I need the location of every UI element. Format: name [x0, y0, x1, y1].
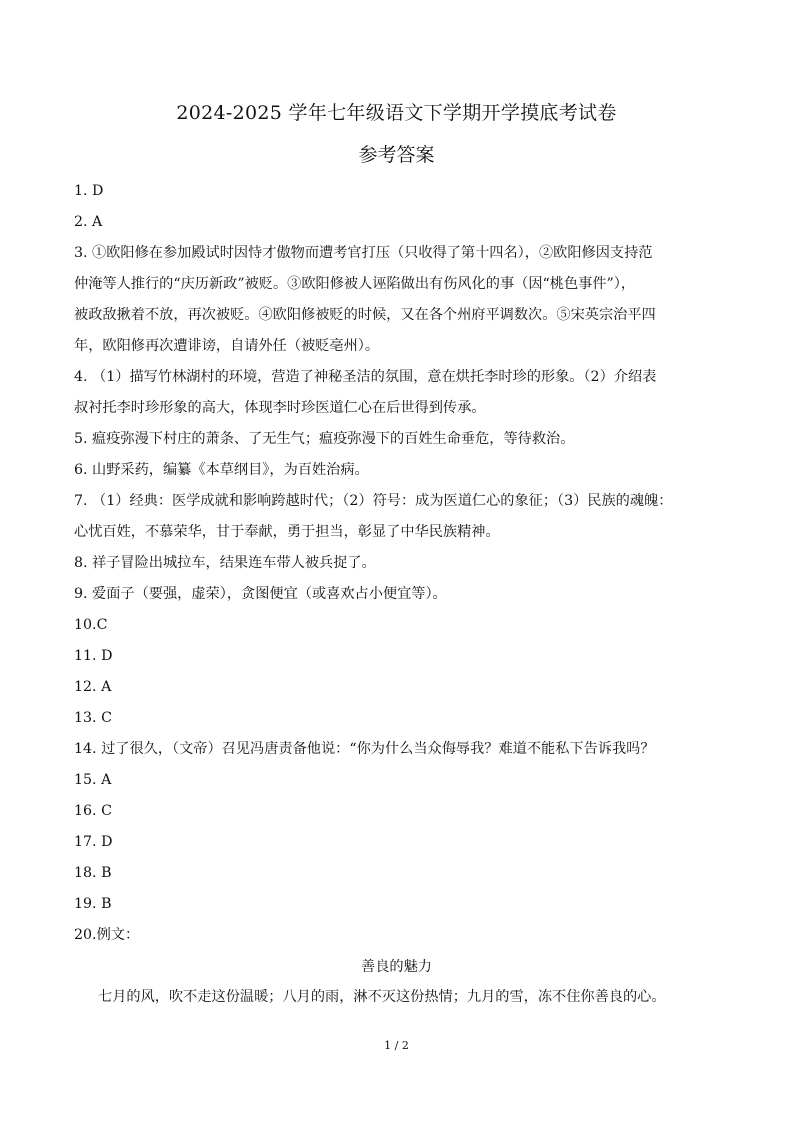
answer-line: 5. 瘟疫弥漫下村庄的萧条、了无生气；瘟疫弥漫下的百姓生命垂危，等待救治。 — [74, 431, 575, 447]
answer-line: 年，欧阳修再次遭诽谤，自请外任（被贬亳州）。 — [74, 338, 380, 354]
answer-line: 心忧百姓，不慕荣华，甘于奉献，勇于担当，彰显了中华民族精神。 — [74, 524, 500, 540]
answer-line: 16. C — [74, 803, 112, 819]
answer-line: 12. A — [74, 679, 112, 695]
answer-line: 19. B — [74, 896, 112, 912]
answer-line: 17. D — [74, 834, 113, 850]
answer-list — [74, 176, 734, 951]
answer-line: 2. A — [74, 214, 103, 230]
answer-line: 仲淹等人推行的“庆历新政”被贬。③欧阳修被人诬陷做出有伤风化的事（因“桃色事件”）， — [74, 276, 636, 292]
answer-line: 9. 爱面子（要强，虚荣），贪图便宜（或喜欢占小便宜等）。 — [74, 586, 447, 602]
answer-line: 7. （1）经典：医学成就和影响跨越时代；（2）符号：成为医道仁心的象征；（3）民族的魂魄： — [74, 493, 673, 509]
answer-line: 被政敌揪着不放，再次被贬。④欧阳修被贬的时候，又在各个州府平调数次。⑤宋英宗治平四 — [74, 307, 656, 323]
answer-line: 3. ①欧阳修在参加殿试时因恃才傲物而遭考官打压（只收得了第十四名），②欧阳修因支持范 — [74, 245, 653, 261]
answer-line: 6. 山野采药，编纂《本草纲目》，为百姓治病。 — [74, 462, 369, 478]
answer-line: 13. C — [74, 710, 112, 726]
answer-line: 11. D — [74, 648, 113, 664]
answer-line: 10.C — [74, 617, 108, 633]
answer-line: 18. B — [74, 865, 112, 881]
answer-line: 20.例文： — [74, 927, 140, 943]
answer-line: 1. D — [74, 183, 104, 199]
answer-line: 15. A — [74, 772, 112, 788]
exam-title: 2024-2025 学年七年级语文下学期开学摸底考试卷 — [176, 102, 617, 124]
essay-title: 善良的魅力 — [361, 959, 432, 975]
answer-line: 14. 过了很久，（文帝）召见冯唐责备他说：“你为什么当众侮辱我？难道不能私下告诉我吗？ — [74, 741, 655, 757]
answer-line: 叔衬托李时珍形象的高大，体现李时珍医道仁心在后世得到传承。 — [74, 400, 486, 416]
essay-first-line: 七月的风，吹不走这份温暖；八月的雨，淋不灭这份热情；九月的雪，冻不住你善良的心。 — [98, 989, 666, 1005]
answer-line: 4. （1）描写竹林湖村的环境，营造了神秘圣洁的氛围，意在烘托李时珍的形象。（2）介绍表 — [74, 369, 657, 385]
answer-line: 8. 祥子冒险出城拉车，结果连车带人被兵捉了。 — [74, 555, 376, 571]
page-number: 1 / 2 — [384, 1039, 409, 1052]
answer-key-subtitle: 参考答案 — [358, 144, 435, 166]
